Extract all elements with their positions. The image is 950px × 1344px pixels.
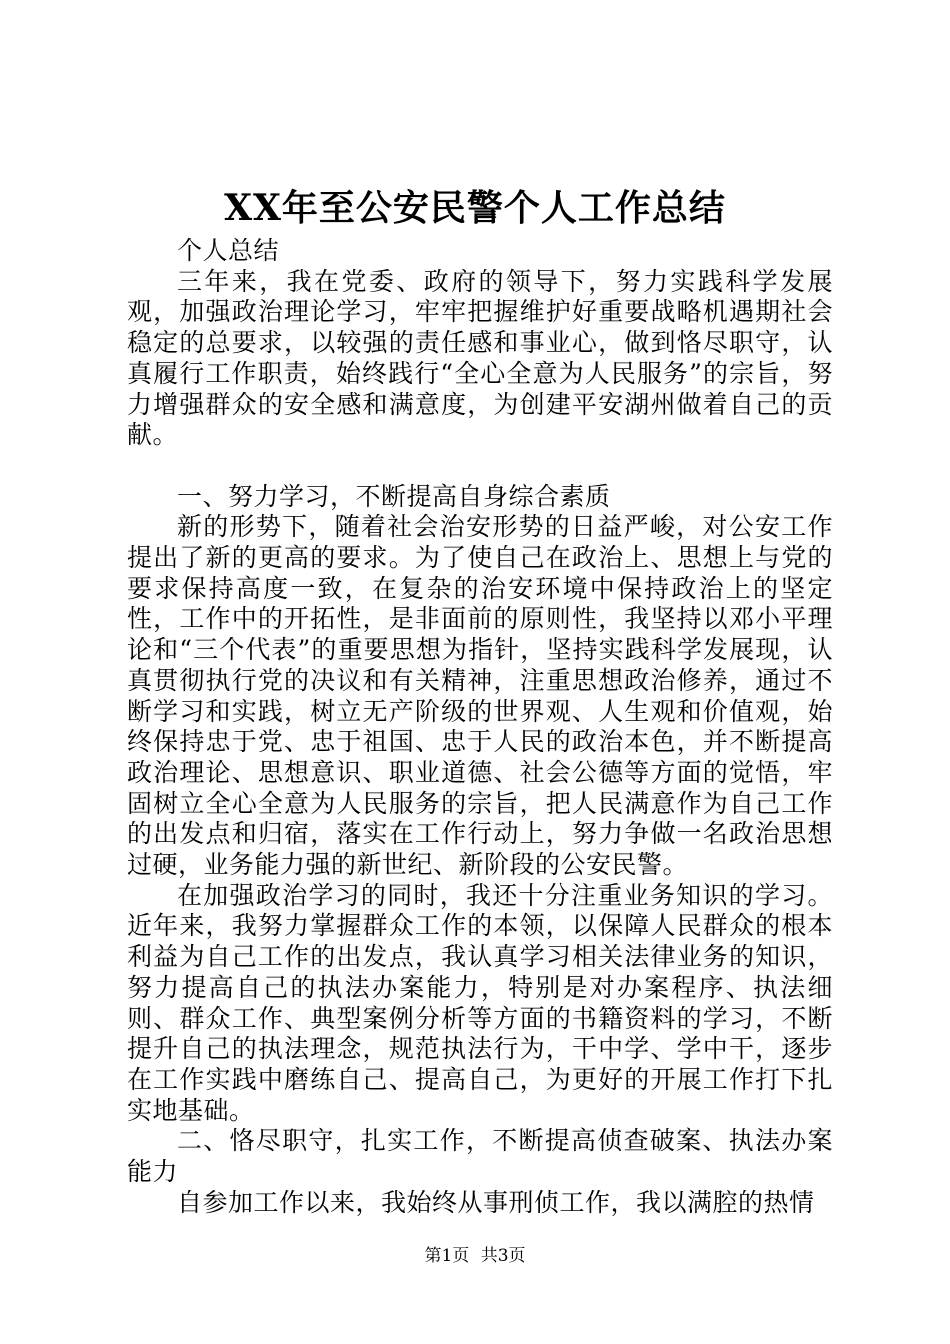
paragraph-section1-body-2: 在加强政治学习的同时，我还十分注重业务知识的学习。近年来，我努力掌握群众工作的本领，以保障人民群众的根本利益为自己工作的出发点，我认真学习相关法律业务的知识，努力提高自己的执法办案能力，特别是对办案程序、执法细则、群众工作、典型案例分析等方面的书籍资料的学习，不断提升自己的执法理念，规范执法行为，干中学、学中干，逐步在工作实践中磨练自己、提高自己，为更好的开展工作打下扎实地基础。: [127, 880, 833, 1125]
page-number: 第1页: [424, 1246, 470, 1266]
section-heading-1: 一、努力学习，不断提高自身综合素质: [177, 481, 611, 511]
document-body: [127, 236, 833, 1218]
document-title: XX年至公安民警个人工作总结: [224, 187, 726, 229]
page-total: 共3页: [480, 1246, 526, 1266]
paragraph-section2-body-1: 自参加工作以来，我始终从事刑侦工作，我以满腔的热情: [177, 1187, 815, 1217]
paragraph-intro: 三年来，我在党委、政府的领导下，努力实践科学发展观，加强政治理论学习，牢牢把握维护好重要战略机遇期社会稳定的总要求，以较强的责任感和事业心，做到恪尽职守，认真履行工作职责，始终践行“全心全意为人民服务”的宗旨，努力增强群众的安全感和满意度，为创建平安湖州做着自己的贡献。: [127, 266, 833, 450]
section-heading-2: 二、恪尽职守，扎实工作，不断提高侦查破案、执法办案能力: [127, 1126, 833, 1187]
paragraph-section1-body-1: 新的形势下，随着社会治安形势的日益严峻，对公安工作提出了新的更高的要求。为了使自己在政治上、思想上与党的要求保持高度一致，在复杂的治安环境中保持政治上的坚定性，工作中的开拓性，是非面前的原则性，我坚持以邓小平理论和“三个代表”的重要思想为指针，坚持实践科学发展现，认真贯彻执行党的决议和有关精神，注重思想政治修养，通过不断学习和实践，树立无产阶级的世界观、人生观和价值观，始终保持忠于党、忠于祖国、忠于人民的政治本色，并不断提高政治理论、思想意识、职业道德、社会公德等方面的觉悟，牢固树立全心全意为人民服务的宗旨，把人民满意作为自己工作的出发点和归宿，落实在工作行动上，努力争做一名政治思想过硬，业务能力强的新世纪、新阶段的公安民警。: [127, 512, 833, 880]
paragraph-heading-summary: 个人总结: [177, 236, 280, 265]
paragraph-spacer: [127, 451, 833, 482]
page-footer: [0, 1245, 950, 1267]
